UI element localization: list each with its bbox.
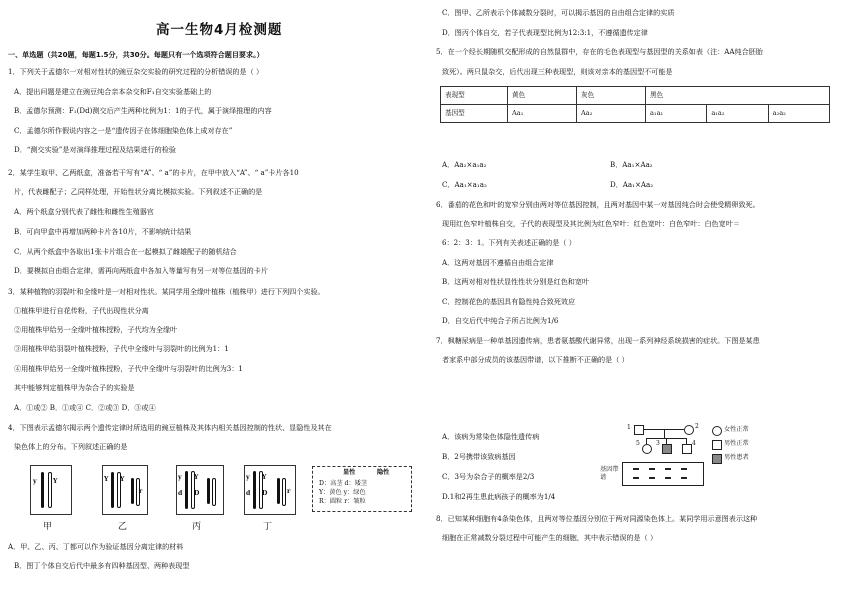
q8-stem-line2: 细胞在正常减数分裂过程中可能产生的细胞，其中表示错误的是（ ） [442,533,658,542]
q6-option-c: C．控制花色的基因具有隐性纯合致死效应 [442,297,576,306]
q2-stem-line2: 片，代表雌配子；乙同样处理，开始性状分离比模拟实验。下列叙述不正确的是 [14,187,263,196]
q7-option-b: B．2号携带该致病基因 [442,452,516,461]
table-cell: 灰色 [577,87,646,105]
q4-option-d: D．图丙个体自交，若子代表现型比例为12:3:1，不遵循遗传定律 [442,28,648,37]
q6-option-a: A．这两对基因不遵循自由组合定律 [442,258,554,267]
q7-stem-line1: 7．枫糖尿病是一种单基因遗传病，患者氨基酸代谢异常，出现一系列神经系统损害的症状。下图是某患 [436,336,760,345]
q8-stem-line1: 8．已知某种细胞有4条染色体，且两对等位基因分别位于两对同源染色体上。某同学用示意图表示这种 [436,514,758,523]
table-row [441,87,830,105]
band-mark [681,477,687,479]
chromosome [185,471,188,509]
q7-option-c: C．3号为杂合子的概率是2/3 [442,472,535,481]
q7-option-a: A．该病为常染色体隐性遗传病 [442,432,540,441]
gene-legend [312,466,412,512]
band-mark [633,477,639,479]
chromosome [131,478,134,504]
chromosome [41,472,44,508]
q6-stem-line1: 6．番茄的花色和叶的宽窄分别由两对等位基因控制，且两对基因中某一对基因纯合时会使受精卵致死。 [436,200,760,209]
q4-option-c: C．图甲、乙所表示个体减数分裂时，可以揭示基因的自由组合定律的实质 [442,8,675,17]
cell-jia: y Y [30,465,72,515]
band-mark [649,468,655,470]
band-mark [681,468,687,470]
q4-option-a: A．甲、乙、丙、丁都可以作为验证基因分离定律的材料 [8,542,184,551]
q3-item-1: ①植株甲进行自花传粉，子代出现性状分离 [14,306,149,315]
q5-stem-line2: 致死）。两只鼠杂交，后代出现三种表现型，则该对亲本的基因型不可能是 [442,67,673,76]
figure-label-yi: 乙 [118,522,128,532]
chromosome [207,478,210,504]
chromosome [277,478,280,504]
table-cell: 黄色 [508,87,577,105]
q5-option-b: B．Aa₁×Aa₂ [610,160,653,169]
q2-option-a: A．两个纸盒分别代表了雌性和雌性生殖器官 [14,207,154,216]
table-cell: Aa₁ [508,105,577,123]
figure-label-jia: 甲 [43,522,53,532]
legend-female-normal: 女性正常 [724,426,749,433]
q3-item-4: ④用植株甲给另一全缘叶植株授粉，子代中全缘叶与羽裂叶的比例为3：1 [14,364,243,373]
table-cell: 表现型 [441,87,508,105]
table-cell: 黑色 [646,87,830,105]
normal-female-symbol [642,444,652,454]
normal-female-symbol [684,425,694,435]
q6-option-b: B．这两对相对性状显性性状分别是红色和宽叶 [442,277,590,286]
legend-row: R：圆粒 r：皱粒 [319,498,366,505]
section-heading: 一、单选题（共20题，每题1.5分，共30分。每题只有一个选项符合题目要求。） [8,50,264,59]
member-number: 4 [692,440,696,447]
q6-stem-line2: 现用红色窄叶植株自交，子代的表现型及其比例为红色窄叶：红色宽叶：白色窄叶：白色宽叶＝ [442,219,740,228]
legend-row: D：高茎 d：矮茎 [319,480,368,487]
cell-ding: y d Y D r [244,465,296,515]
legend-male-normal-icon [712,440,722,450]
table-cell: Aa₂ [577,105,646,123]
descent-line [664,429,665,438]
q3-question: 其中能够判定植株甲为杂合子的实验是 [14,383,135,392]
q1-option-c: C．孟德尔所作假说内容之一是“遗传因子在体细胞染色体上成对存在” [14,126,233,135]
member-number: 5 [636,440,640,447]
member-number: 3 [656,440,660,447]
member-number: 1 [627,424,631,431]
figure-label-ding: 丁 [263,522,273,532]
q6-option-d: D．自交后代中纯合子所占比例为1/6 [442,316,559,325]
q3-item-2: ②用植株甲给另一全缘叶植株授粉，子代均为全缘叶 [14,325,178,334]
band-mark [633,468,639,470]
normal-male-symbol [682,444,692,454]
table-row [441,105,830,123]
gene-band-chart [622,462,704,486]
q1-option-d: D．“测交实验”是对演绎推理过程及结果进行的检验 [14,145,176,154]
legend-female-normal-icon [712,426,722,436]
q2-option-b: B．可向甲盒中再增加两种卡片各10片，不影响统计结果 [14,227,192,236]
legend-head-dominant: 显性 [343,469,356,476]
q5-option-a: A．Aa₂×a₁a₂ [442,160,487,169]
q3-options: A．①或② B．①或④ C．②或③ D．③或④ [14,403,156,412]
q5-option-c: C．Aa₁×a₁a₂ [442,180,487,189]
table-cell: a₁a₂ [707,105,768,123]
legend-head-recessive: 隐性 [377,469,390,476]
chromosome [253,471,256,509]
q2-stem-line1: 2．某学生取甲、乙两纸盒，准备若干写有“A”、“ a”的卡片，在甲中放入“A”、“ a”卡片各10 [8,168,299,177]
q2-option-d: D．要模拟自由组合定律，需再向两纸盒中各加入等量写有另一对等位基因的卡片 [14,266,268,275]
cell-yi: Y Y r [102,465,148,515]
chromosome [212,478,216,506]
chromosome [282,478,286,506]
legend-row: Y：黄色 y：绿色 [319,489,366,496]
q3-stem: 3．某种植物的羽裂叶和全缘叶是一对相对性状。某同学用全缘叶植株（植株甲）进行下列四个实验。 [8,287,325,296]
q1-option-a: A．提出问题是建立在豌豆纯合亲本杂交和F₁自交实验基础上的 [14,87,212,96]
table-cell: a₁a₁ [646,105,707,123]
genotype-table [440,86,830,123]
legend-male-affected-icon [712,454,722,464]
q7-option-d: D.1和2再生患此病孩子的概率为1/4 [442,492,556,501]
band-mark [649,477,655,479]
band-mark [665,477,671,479]
normal-male-symbol [634,425,644,435]
table-cell: a₂a₂ [768,105,829,123]
page-title: 高一生物4月检测题 [156,22,283,38]
chromosome [48,472,52,508]
q4-option-b: B．图丁个体自交后代中最多有四种基因型、两种表现型 [14,561,190,570]
cell-bing: y d Y D [176,465,224,515]
q6-stem-line3: 6：2：3：1。下列有关表述正确的是（ ） [442,238,576,247]
legend-male-affected: 男性患者 [724,454,749,461]
affected-male-symbol [662,444,672,454]
q4-stem-line1: 4．下图表示孟德尔揭示两个遗传定律时所选用的豌豆植株及其体内相关基因控制的性状、显隐性及其在 [8,423,332,432]
legend-male-normal: 男性正常 [724,440,749,447]
chromosome [111,472,114,508]
band-label: 基因带谱 [600,466,619,482]
q2-option-c: C．从两个纸盒中各取出1张卡片组合在一起模拟了雌雄配子的随机结合 [14,247,237,256]
table-cell: 基因型 [441,105,508,123]
q1-option-b: B．孟德尔预测：F₁(Dd)测交后产生两种比例为1：1的子代，属于演绎推理的内容 [14,106,272,115]
q4-stem-line2: 染色体上的分布。下列叙述正确的是 [14,442,128,451]
q3-item-3: ③用植株甲给羽裂叶植株授粉，子代中全缘叶与羽裂叶的比例为1：1 [14,344,229,353]
q1-stem: 1．下列关于孟德尔一对相对性状的豌豆杂交实验的研究过程的分析错误的是（ ） [8,67,264,76]
q7-stem-line2: 者家系中部分成员的该基因带谱，以下推断不正确的是（ ） [442,355,629,364]
q5-option-d: D．Aa₁×Aa₂ [610,180,654,189]
figure-label-bing: 丙 [192,522,202,532]
q5-stem-line1: 5．在一个经长期随机交配形成的自然鼠群中，存在的毛色表现型与基因型的关系如表（注：AA纯合胚胎 [436,47,763,56]
member-number: 2 [695,423,699,430]
band-mark [665,468,671,470]
